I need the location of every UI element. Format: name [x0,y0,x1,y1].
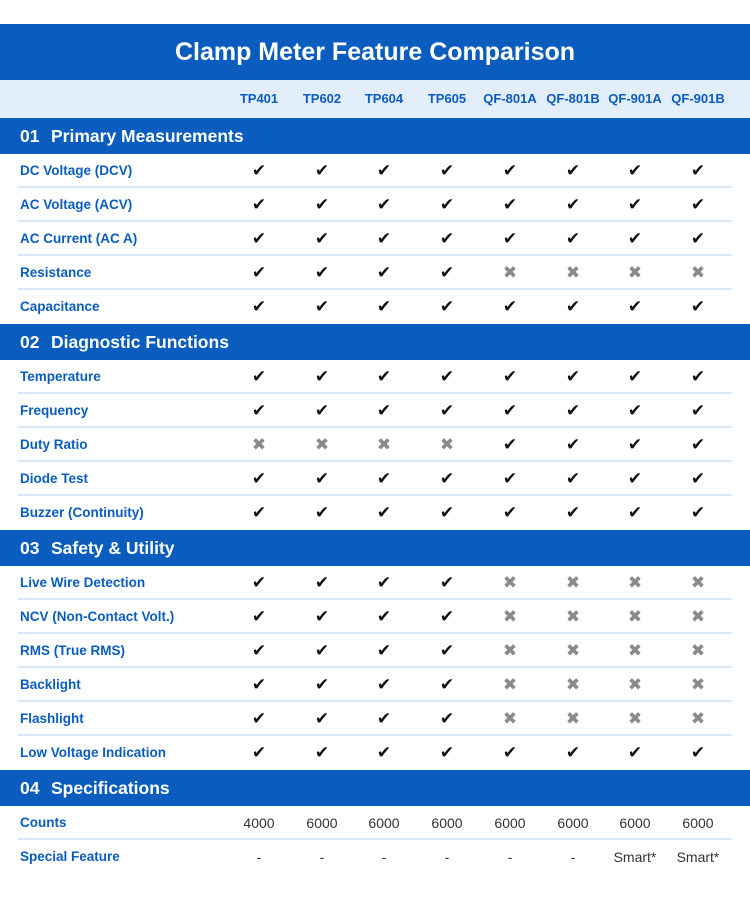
check-icon: ✔ [439,503,455,522]
feature-label: Buzzer (Continuity) [20,505,144,520]
check-icon: ✔ [314,709,330,728]
check-icon: ✔ [502,435,518,454]
table-row [0,736,750,770]
section-title: Diagnostic Functions [51,332,229,352]
check-icon: ✔ [690,367,706,386]
feature-label: AC Current (AC A) [20,231,138,246]
check-icon: ✔ [690,435,706,454]
check-icon: ✔ [565,297,581,316]
cross-icon: ✖ [376,435,392,454]
cross-icon: ✖ [690,641,706,660]
check-icon: ✔ [502,297,518,316]
value-cell: 6000 [682,815,714,831]
feature-label: Low Voltage Indication [20,745,167,760]
check-icon: ✔ [439,161,455,180]
check-icon: ✔ [502,195,518,214]
value-cell: - [381,849,387,865]
model-header-qf-901a: QF-901A [608,91,662,106]
check-icon: ✔ [565,367,581,386]
section-number: 04 [20,778,40,798]
table-row [0,600,750,634]
check-icon: ✔ [251,367,267,386]
cross-icon: ✖ [627,573,643,592]
cross-icon: ✖ [502,709,518,728]
check-icon: ✔ [314,469,330,488]
value-cell: - [570,849,576,865]
cross-icon: ✖ [502,573,518,592]
check-icon: ✔ [376,401,392,420]
section-title: Safety & Utility [51,538,175,558]
table-row [0,222,750,256]
check-icon: ✔ [251,263,267,282]
check-icon: ✔ [314,607,330,626]
section-number: 02 [20,332,40,352]
check-icon: ✔ [690,469,706,488]
cross-icon: ✖ [502,675,518,694]
cross-icon: ✖ [502,607,518,626]
model-header-qf-801a: QF-801A [483,91,537,106]
check-icon: ✔ [502,743,518,762]
feature-label: Capacitance [20,299,100,314]
check-icon: ✔ [627,401,643,420]
check-icon: ✔ [376,573,392,592]
cross-icon: ✖ [627,709,643,728]
check-icon: ✔ [251,641,267,660]
page-title: Clamp Meter Feature Comparison [0,24,750,80]
feature-label: Special Feature [20,849,120,864]
table-row [0,360,750,394]
check-icon: ✔ [376,743,392,762]
check-icon: ✔ [314,641,330,660]
value-cell: - [444,849,450,865]
check-icon: ✔ [376,469,392,488]
feature-label: Backlight [20,677,81,692]
check-icon: ✔ [439,263,455,282]
cross-icon: ✖ [690,263,706,282]
check-icon: ✔ [690,503,706,522]
value-cell: - [319,849,325,865]
check-icon: ✔ [565,401,581,420]
check-icon: ✔ [376,641,392,660]
check-icon: ✔ [376,675,392,694]
check-icon: ✔ [251,195,267,214]
table-row [0,394,750,428]
check-icon: ✔ [502,469,518,488]
model-header-qf-801b: QF-801B [546,91,600,106]
model-header-row [0,80,750,118]
table-row [0,428,750,462]
check-icon: ✔ [627,469,643,488]
check-icon: ✔ [627,435,643,454]
check-icon: ✔ [376,607,392,626]
cross-icon: ✖ [314,435,330,454]
feature-label: Live Wire Detection [20,575,146,590]
check-icon: ✔ [565,503,581,522]
check-icon: ✔ [565,195,581,214]
section-number: 03 [20,538,40,558]
cross-icon: ✖ [502,263,518,282]
check-icon: ✔ [314,229,330,248]
check-icon: ✔ [690,743,706,762]
feature-label: DC Voltage (DCV) [20,163,133,178]
check-icon: ✔ [439,641,455,660]
check-icon: ✔ [502,401,518,420]
value-cell: 6000 [494,815,526,831]
check-icon: ✔ [251,401,267,420]
value-cell: 6000 [431,815,463,831]
check-icon: ✔ [314,503,330,522]
cross-icon: ✖ [627,263,643,282]
check-icon: ✔ [627,229,643,248]
section-number: 01 [20,126,40,146]
value-cell: 6000 [368,815,400,831]
check-icon: ✔ [502,367,518,386]
model-header-qf-901b: QF-901B [671,91,725,106]
feature-label: Flashlight [20,711,84,726]
check-icon: ✔ [251,675,267,694]
check-icon: ✔ [502,503,518,522]
cross-icon: ✖ [690,675,706,694]
check-icon: ✔ [314,297,330,316]
cross-icon: ✖ [565,607,581,626]
table-row [0,290,750,324]
check-icon: ✔ [376,709,392,728]
section-header [0,770,750,806]
table-row [0,668,750,702]
section-header [0,530,750,566]
cross-icon: ✖ [627,675,643,694]
check-icon: ✔ [627,503,643,522]
cross-icon: ✖ [565,263,581,282]
check-icon: ✔ [251,469,267,488]
feature-label: Temperature [20,369,101,384]
feature-label: Frequency [20,403,89,418]
check-icon: ✔ [376,161,392,180]
cross-icon: ✖ [565,641,581,660]
model-header-tp602: TP602 [302,91,342,106]
check-icon: ✔ [251,607,267,626]
cross-icon: ✖ [565,709,581,728]
table-row [0,840,750,874]
check-icon: ✔ [627,367,643,386]
value-cell: 6000 [557,815,589,831]
section-title: Specifications [51,778,170,798]
check-icon: ✔ [439,195,455,214]
check-icon: ✔ [314,195,330,214]
check-icon: ✔ [439,469,455,488]
check-icon: ✔ [439,743,455,762]
table-row [0,806,750,840]
check-icon: ✔ [376,297,392,316]
cross-icon: ✖ [690,607,706,626]
value-cell: - [507,849,513,865]
table-row [0,496,750,530]
section-title: Primary Measurements [51,126,244,146]
value-cell: Smart* [613,849,657,865]
feature-label: AC Voltage (ACV) [20,197,133,212]
table-row [0,702,750,736]
check-icon: ✔ [690,195,706,214]
check-icon: ✔ [690,161,706,180]
check-icon: ✔ [565,743,581,762]
check-icon: ✔ [439,675,455,694]
feature-label: NCV (Non-Contact Volt.) [20,609,175,624]
feature-label: Resistance [20,265,92,280]
cross-icon: ✖ [565,573,581,592]
check-icon: ✔ [627,161,643,180]
check-icon: ✔ [376,195,392,214]
check-icon: ✔ [314,161,330,180]
check-icon: ✔ [251,229,267,248]
check-icon: ✔ [690,297,706,316]
cross-icon: ✖ [439,435,455,454]
check-icon: ✔ [314,367,330,386]
check-icon: ✔ [690,229,706,248]
cross-icon: ✖ [690,573,706,592]
feature-label: RMS (True RMS) [20,643,126,658]
check-icon: ✔ [439,229,455,248]
check-icon: ✔ [251,161,267,180]
check-icon: ✔ [376,263,392,282]
check-icon: ✔ [565,469,581,488]
table-row [0,566,750,600]
check-icon: ✔ [439,573,455,592]
check-icon: ✔ [376,503,392,522]
cross-icon: ✖ [565,675,581,694]
feature-label: Diode Test [20,471,89,486]
cross-icon: ✖ [627,607,643,626]
check-icon: ✔ [251,503,267,522]
check-icon: ✔ [439,401,455,420]
table-row [0,154,750,188]
check-icon: ✔ [502,229,518,248]
check-icon: ✔ [439,607,455,626]
check-icon: ✔ [251,709,267,728]
check-icon: ✔ [502,161,518,180]
table-row [0,634,750,668]
check-icon: ✔ [314,573,330,592]
check-icon: ✔ [314,675,330,694]
check-icon: ✔ [376,367,392,386]
check-icon: ✔ [439,709,455,728]
check-icon: ✔ [251,573,267,592]
feature-label: Duty Ratio [20,437,88,452]
check-icon: ✔ [251,297,267,316]
section-header [0,324,750,360]
value-cell: 6000 [306,815,338,831]
model-header-tp401: TP401 [239,91,279,106]
value-cell: Smart* [676,849,720,865]
check-icon: ✔ [251,743,267,762]
check-icon: ✔ [627,743,643,762]
check-icon: ✔ [376,229,392,248]
check-icon: ✔ [627,297,643,316]
value-cell: - [256,849,262,865]
cross-icon: ✖ [690,709,706,728]
cross-icon: ✖ [251,435,267,454]
table-row [0,256,750,290]
check-icon: ✔ [314,743,330,762]
check-icon: ✔ [314,401,330,420]
check-icon: ✔ [565,229,581,248]
check-icon: ✔ [627,195,643,214]
feature-label: Counts [20,815,67,830]
model-header-tp604: TP604 [364,91,404,106]
check-icon: ✔ [439,297,455,316]
value-cell: 6000 [619,815,651,831]
table-row [0,462,750,496]
check-icon: ✔ [439,367,455,386]
model-header-tp605: TP605 [427,91,467,106]
check-icon: ✔ [314,263,330,282]
check-icon: ✔ [690,401,706,420]
value-cell: 4000 [243,815,275,831]
cross-icon: ✖ [627,641,643,660]
check-icon: ✔ [565,161,581,180]
table-row [0,188,750,222]
cross-icon: ✖ [502,641,518,660]
section-header [0,118,750,154]
check-icon: ✔ [565,435,581,454]
